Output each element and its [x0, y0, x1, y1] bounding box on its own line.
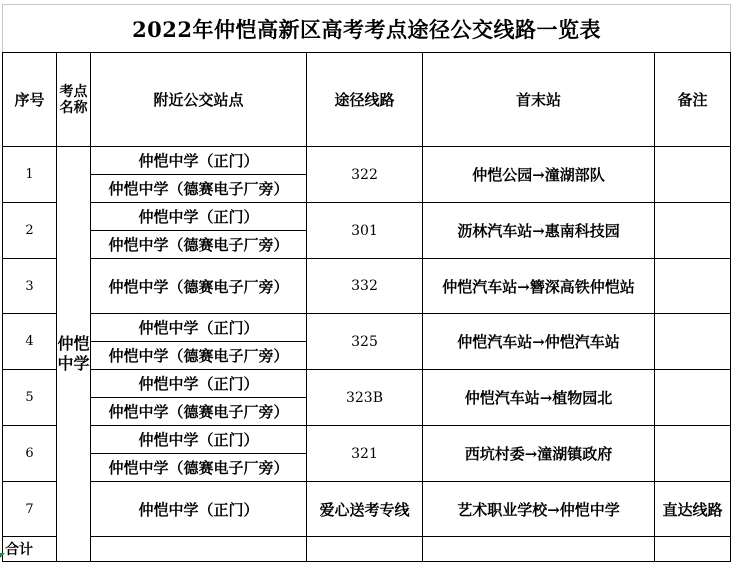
header-note: 备注: [655, 53, 731, 147]
note-cell: [655, 314, 731, 370]
terminals-cell: 西坑村委→潼湖镇政府: [423, 426, 655, 482]
total-empty-cell: [307, 537, 423, 562]
stop-cell: 仲恺中学（德赛电子厂旁）: [91, 454, 307, 482]
stop-cell: 仲恺中学（正门）: [91, 203, 307, 231]
row-number: 2: [3, 203, 57, 259]
stop-cell: 仲恺中学（德赛电子厂旁）: [91, 398, 307, 426]
route-cell: 322: [307, 147, 423, 203]
route-cell: 爱心送考专线: [307, 482, 423, 537]
row-number: 5: [3, 370, 57, 426]
stop-cell: 仲恺中学（正门）: [91, 314, 307, 342]
row-number: 1: [3, 147, 57, 203]
route-cell: 325: [307, 314, 423, 370]
route-cell: 301: [307, 203, 423, 259]
note-cell: 直达线路: [655, 482, 731, 537]
stop-cell: 仲恺中学（德赛电子厂旁）: [91, 231, 307, 259]
cell-comment-marker-icon: [0, 553, 5, 558]
terminals-cell: 仲恺汽车站→簪深高铁仲恺站: [423, 259, 655, 314]
stop-cell: 仲恺中学（德赛电子厂旁）: [91, 175, 307, 203]
table-title: 2022年仲恺高新区高考考点途径公交线路一览表: [3, 5, 731, 53]
stop-cell: 仲恺中学（正门）: [91, 147, 307, 175]
header-route: 途径线路: [307, 53, 423, 147]
route-cell: 321: [307, 426, 423, 482]
header-no: 序号: [3, 53, 57, 147]
total-label: 合计: [3, 537, 57, 562]
note-cell: [655, 147, 731, 203]
total-empty-cell: [655, 537, 731, 562]
site-name: 仲恺中学: [57, 147, 91, 562]
stop-cell: 仲恺中学（德赛电子厂旁）: [91, 342, 307, 370]
row-number: 7: [3, 482, 57, 537]
note-cell: [655, 426, 731, 482]
header-site: 考点名称: [57, 53, 91, 147]
note-cell: [655, 370, 731, 426]
bus-route-table: [2, 4, 731, 562]
row-number: 4: [3, 314, 57, 370]
terminals-cell: 仲恺汽车站→仲恺汽车站: [423, 314, 655, 370]
note-cell: [655, 203, 731, 259]
route-cell: 323B: [307, 370, 423, 426]
terminals-cell: 艺术职业学校→仲恺中学: [423, 482, 655, 537]
note-cell: [655, 259, 731, 314]
terminals-cell: 仲恺汽车站→植物园北: [423, 370, 655, 426]
row-number: 3: [3, 259, 57, 314]
terminals-cell: 沥林汽车站→惠南科技园: [423, 203, 655, 259]
row-number: 6: [3, 426, 57, 482]
header-stops: 附近公交站点: [91, 53, 307, 147]
route-cell: 332: [307, 259, 423, 314]
header-terminals: 首末站: [423, 53, 655, 147]
stop-cell: 仲恺中学（正门）: [91, 482, 307, 537]
stop-cell: 仲恺中学（德赛电子厂旁）: [91, 259, 307, 314]
total-empty-cell: [91, 537, 307, 562]
total-empty-cell: [423, 537, 655, 562]
stop-cell: 仲恺中学（正门）: [91, 370, 307, 398]
stop-cell: 仲恺中学（正门）: [91, 426, 307, 454]
terminals-cell: 仲恺公园→潼湖部队: [423, 147, 655, 203]
